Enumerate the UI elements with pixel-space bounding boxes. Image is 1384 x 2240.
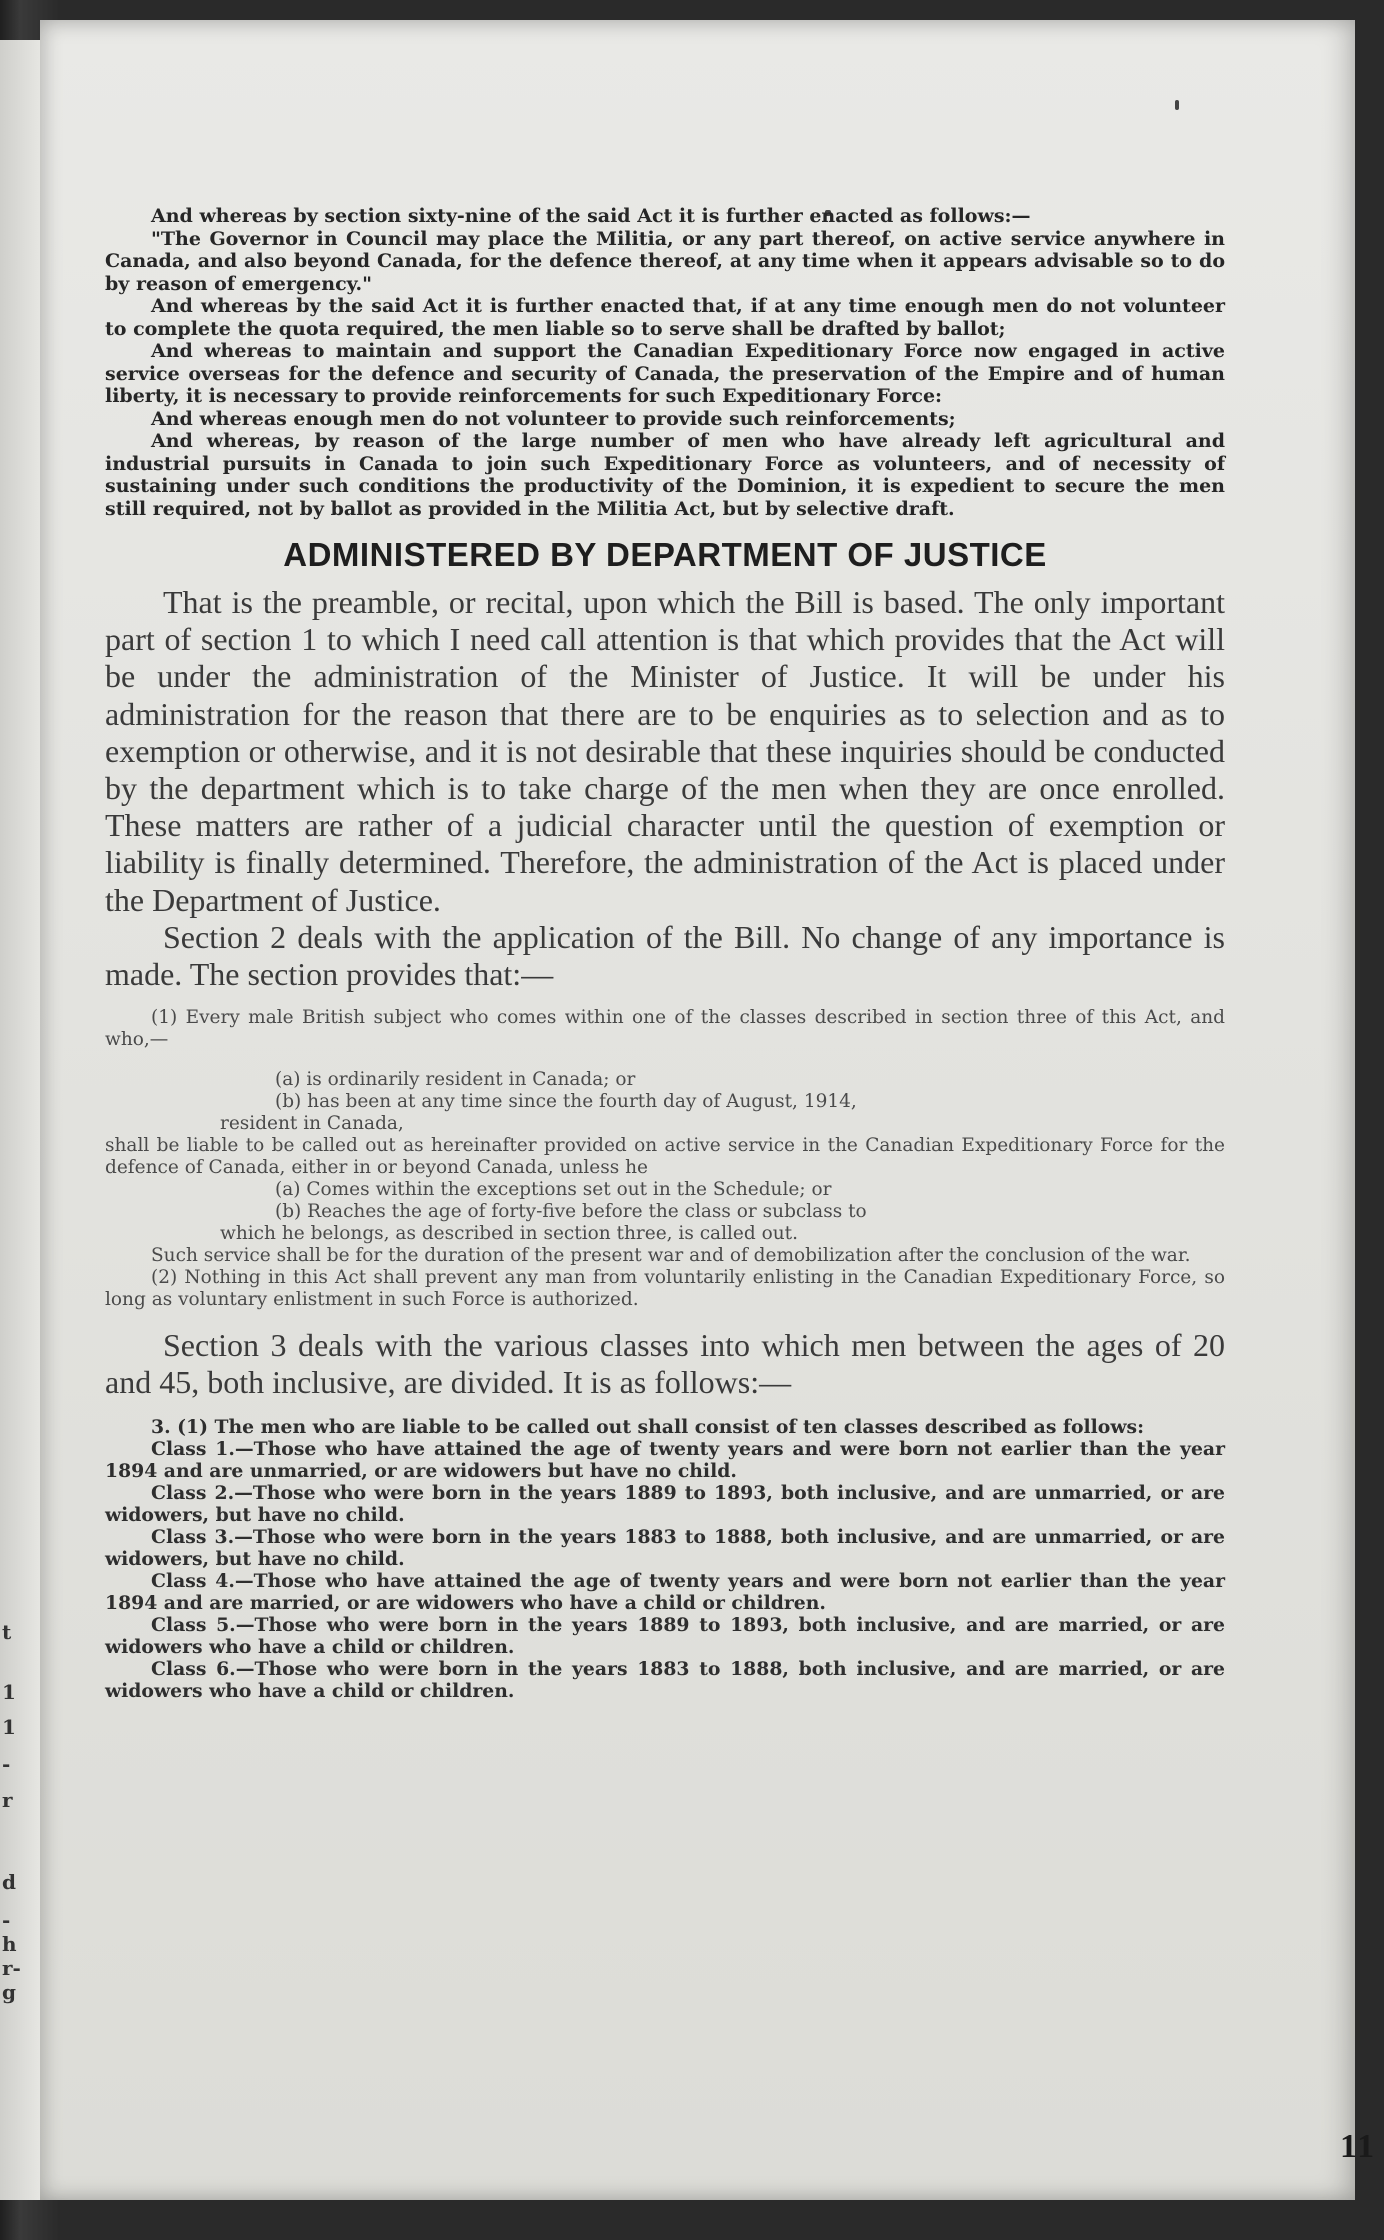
quote-paragraph: (1) Every male British subject who comes within one of the classes described in section three of this Act, and who,— <box>105 1007 1225 1051</box>
preamble-paragraph: And whereas, by reason of the large number of men who have already left agricultural and industrial pursuits in Canada to join such Expeditionary Force as volunteers, and of necessity of sustaining under such conditions the productivity of the Dominion, it is expedient to secure the men still required, not by ballot as provided in the Militia Act, but by selective draft. <box>105 430 1225 520</box>
speech-block <box>105 584 1225 993</box>
adjacent-page-edge <box>0 40 43 2200</box>
preamble-paragraph: And whereas by section sixty-nine of the said Act it is further enacted as follows:— <box>151 205 1031 227</box>
preamble-paragraph: And whereas by the said Act it is further enacted that, if at any time enough men do not volunteer to complete the quota required, the men liable so to serve shall be drafted by ballot; <box>105 295 1225 340</box>
quote-item: which he belongs, as described in section three, is called out. <box>220 1223 798 1245</box>
adjacent-page-fragment: t <box>2 1620 12 1644</box>
adjacent-page-fragment: h <box>2 1932 17 1956</box>
quote-item: resident in Canada, <box>220 1113 404 1135</box>
section-heading: ADMINISTERED BY DEPARTMENT OF JUSTICE <box>283 536 1047 573</box>
adjacent-page-fragment: - <box>2 1752 11 1776</box>
preamble-paragraph: And whereas enough men do not volunteer to provide such reinforcements; <box>151 407 956 430</box>
quote-item: (a) Comes within the exceptions set out in the Schedule; or <box>275 1179 832 1201</box>
class-paragraph: Class 3.—Those who were born in the years 1883 to 1888, both inclusive, and are unmarried, or are widowers, but have no child. <box>105 1525 1225 1570</box>
quote-paragraph: Such service shall be for the duration of the present war and of demobilization after the conclusion of the war. <box>151 1245 1191 1267</box>
adjacent-page-fragment: - <box>2 1908 11 1932</box>
class-paragraph: Class 6.—Those who were born in the years 1883 to 1888, both inclusive, and are married, or are widowers who have a child or children. <box>105 1657 1225 1702</box>
paper-speck <box>1175 100 1179 110</box>
section-2-quote <box>105 1007 1225 1311</box>
quote-item: (a) is ordinarily resident in Canada; or <box>275 1069 636 1091</box>
class-paragraph: Class 2.—Those who were born in the years 1889 to 1893, both inclusive, and are unmarried, or are widowers, but have no child. <box>105 1481 1225 1526</box>
quote-item: (b) Reaches the age of forty-five before the class or subclass to <box>275 1201 867 1223</box>
adjacent-page-fragment: g <box>2 1980 16 2004</box>
adjacent-page-fragment: 1 <box>2 1715 16 1739</box>
adjacent-page-fragment: 1 <box>2 1680 16 1704</box>
quote-paragraph: shall be liable to be called out as hereinafter provided on active service in the Canadian Expeditionary Force for the defence of Canada, either in or beyond Canada, unless he <box>105 1135 1225 1179</box>
quote-paragraph: (2) Nothing in this Act shall prevent any man from voluntarily enlisting in the Canadian Expeditionary Force, so long as voluntary enlistment in such Force is authorized. <box>105 1267 1225 1311</box>
speech-paragraph: That is the preamble, or recital, upon which the Bill is based. The only important part of section 1 to which I need call attention is that which provides that the Act will be under the administration of the Minister of Justice. It will be under his administration for the reason that there are to be enquiries as to selection and as to exemption or otherwise, and it is not desirable that these inquiries should be conducted by the department which is to take charge of the men when they are once enrolled. These matters are rather of a judicial character until the question of exemption or liability is finally determined. Therefore, the administration of the Act is placed under the Department of Justice. <box>105 584 1225 918</box>
page-number: 11 <box>1340 2128 1377 2165</box>
class-paragraph: Class 1.—Those who have attained the age of twenty years and were born not earlier than the year 1894 and are unmarried, or are widowers but have no child. <box>105 1437 1225 1482</box>
speech-block <box>105 1327 1225 1401</box>
adjacent-page-fragment: d <box>2 1870 16 1894</box>
preamble-paragraph: And whereas to maintain and support the Canadian Expeditionary Force now engaged in active service overseas for the defence and security of Canada, the preservation of the Empire and of human liberty, it is necessary to provide reinforcements for such Expeditionary Force: <box>105 340 1225 407</box>
page-content <box>105 205 1225 1702</box>
preamble-paragraph: "The Governor in Council may place the Militia, or any part thereof, on active service anywhere in Canada, and also beyond Canada, for the defence thereof, at any time when it appears advisable so to do by reason of emergency." <box>105 227 1225 295</box>
class-paragraph: Class 5.—Those who were born in the years 1889 to 1893, both inclusive, and are married, or are widowers who have a child or children. <box>105 1613 1225 1658</box>
speech-paragraph: Section 3 deals with the various classes into which men between the ages of 20 and 45, both inclusive, are divided. It is as follows:— <box>105 1327 1225 1401</box>
adjacent-page-fragment: r <box>2 1788 13 1812</box>
quote-item: (b) has been at any time since the fourth day of August, 1914, <box>275 1091 857 1113</box>
section-3-quote <box>105 1416 1225 1702</box>
adjacent-page-fragment: r- <box>2 1956 21 1980</box>
speech-paragraph: Section 2 deals with the application of the Bill. No change of any importance is made. The section provides that:— <box>105 918 1225 993</box>
preamble-block <box>105 205 1225 520</box>
class-paragraph: 3. (1) The men who are liable to be called out shall consist of ten classes described as follows: <box>151 1415 1145 1438</box>
class-paragraph: Class 4.—Those who have attained the age of twenty years and were born not earlier than the year 1894 and are married, or are widowers who have a child or children. <box>105 1569 1225 1614</box>
